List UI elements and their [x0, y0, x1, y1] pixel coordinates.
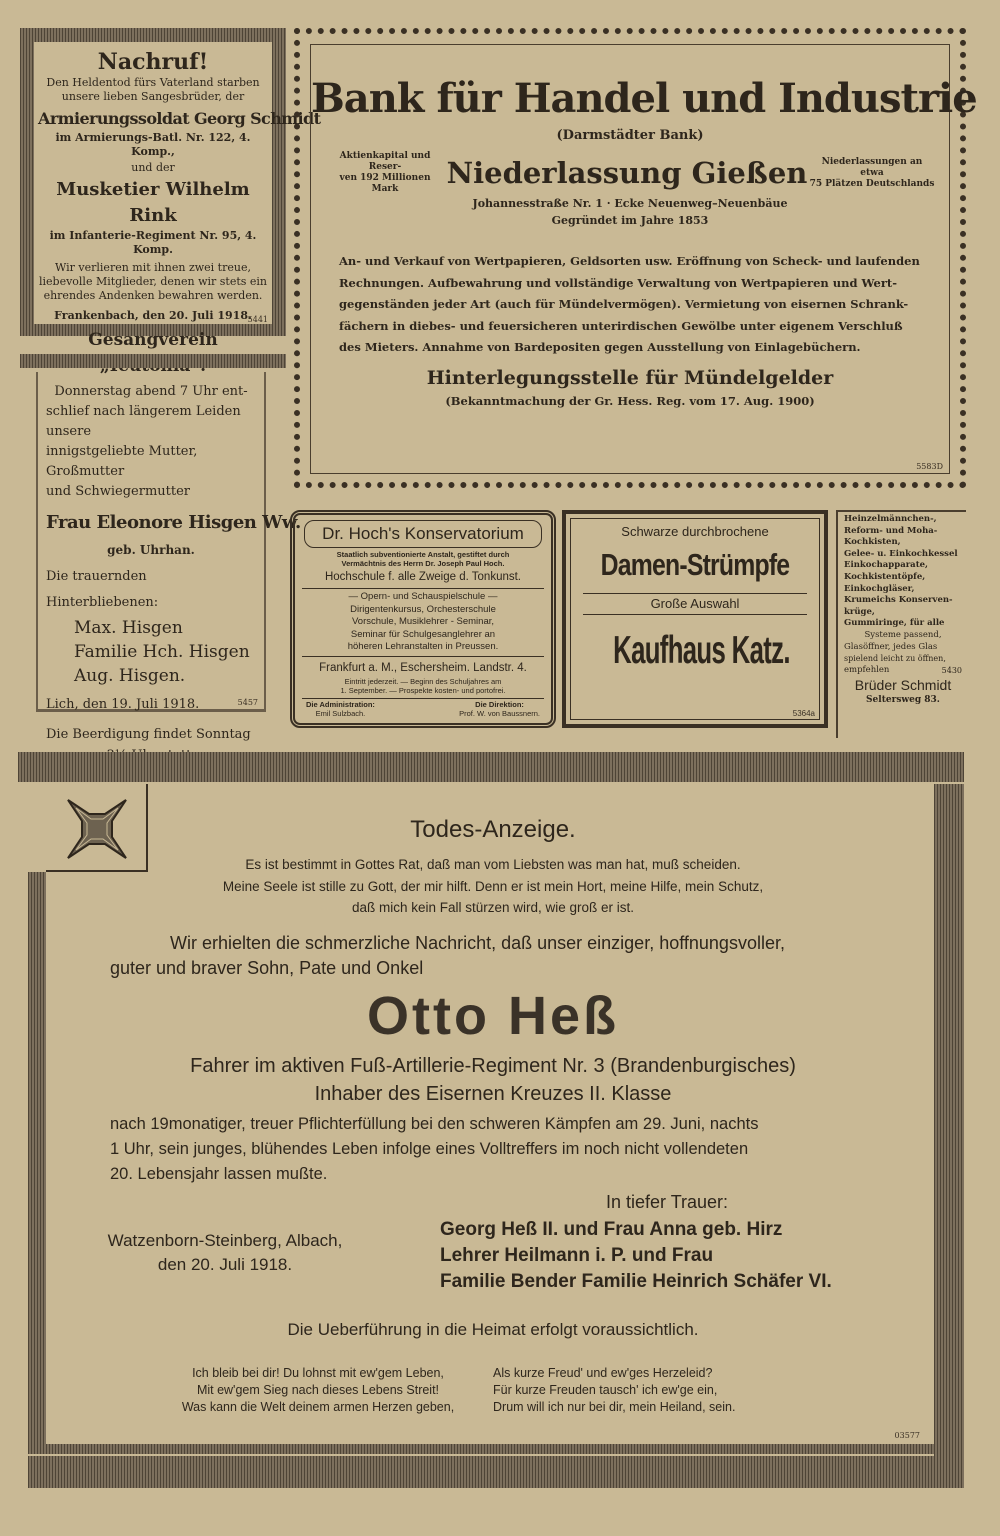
- todes-place-line: den 20. Juli 1918.: [157, 1255, 293, 1274]
- nachruf-text: liebevolle Mitglieder, denen wir stets ein: [38, 275, 268, 288]
- bank-body: [311, 251, 949, 359]
- hoch-school: Hochschule f. alle Zweige d. Tonkunst.: [324, 571, 522, 583]
- hoch-list-item: höheren Lehranstalten in Preussen.: [347, 641, 499, 652]
- hoch-sub: Staatlich subventionierte Anstalt, gestiftet durch: [336, 550, 510, 559]
- nachruf-place: Frankenbach, den 20. Juli 1918.: [54, 309, 252, 322]
- hisgen-intro: Donnerstag abend 7 Uhr ent-: [54, 384, 248, 399]
- hisgen-code: 5457: [237, 698, 258, 707]
- nachruf-text: ehrendes Andenken bewahren werden.: [43, 289, 263, 302]
- schmidt-box: [836, 510, 966, 738]
- schmidt-line: Systeme passend,: [864, 629, 942, 640]
- todes-rank: Fahrer im aktiven Fuß-Artillerie-Regiment Nr. 3 (Brandenburgisches): [190, 1055, 796, 1077]
- katz-top: Schwarze durchbrochene: [621, 524, 769, 539]
- katz-store: Kaufhaus Katz.: [613, 629, 790, 672]
- todes-bottom-bar: [28, 1444, 964, 1488]
- hoch-admin-label: Die Administration:: [306, 699, 375, 709]
- bank-branches-line: 75 Plätzen Deutschlands: [809, 178, 935, 189]
- todes-title: Todes-Anzeige.: [410, 816, 576, 843]
- hoch-address: Frankfurt a. M., Eschersheim. Landstr. 4.: [319, 661, 527, 674]
- bank-branches: [809, 157, 935, 190]
- todes-body-line: nach 19monatiger, treuer Pflichterfüllung bei den schweren Kämpfen am 29. Juni, nachts: [110, 1115, 759, 1133]
- nachruf-title: Nachruf!: [97, 49, 209, 75]
- todes-code: 03577: [894, 1431, 920, 1440]
- todes-verse: daß mich kein Fall stürzen wird, wie groß er ist.: [351, 900, 635, 915]
- hisgen-mourner: Familie Hch. Hisgen: [74, 642, 250, 662]
- todes-name: Otto Heß: [367, 986, 619, 1046]
- bank-notice: (Bekanntmachung der Gr. Hess. Reg. vom 17. Aug. 1900): [445, 393, 815, 408]
- katz-middle: Große Auswahl: [583, 593, 807, 615]
- bank-body-line: An- und Verkauf von Wertpapieren, Geldsorten usw. Eröffnung von Scheck- und laufenden: [339, 254, 920, 268]
- katz-box: [570, 518, 820, 720]
- katz-headline: Damen-Strümpfe: [600, 547, 790, 582]
- hoch-admin-name: Emil Sulzbach.: [315, 708, 366, 718]
- todes-poem-line: Für kurze Freuden tausch' ich ew'ge ein,: [493, 1383, 718, 1397]
- schmidt-line: Kochkisten,: [844, 537, 901, 548]
- hisgen-top-bar: [20, 354, 286, 368]
- todes-award: Inhaber des Eisernen Kreuzes II. Klasse: [314, 1083, 672, 1105]
- hisgen-funeral: Die Beerdigung findet Sonntag: [46, 727, 251, 742]
- hoch-admin: [306, 700, 375, 718]
- todes-intro: Wir erhielten die schmerzliche Nachricht, daß unser einziger, hoffnungsvoller,: [170, 933, 785, 953]
- todes-place: [60, 1229, 390, 1295]
- todes-family: [440, 1217, 832, 1295]
- hoch-sub: Vermächtnis des Herrn Dr. Joseph Paul Hoch.: [341, 559, 505, 568]
- hisgen-name: Frau Eleonore Hisgen Ww.: [46, 512, 301, 533]
- hoch-direction: [459, 700, 540, 718]
- bank-deposit: Hinterlegungsstelle für Mündelgelder: [426, 366, 834, 389]
- bank-body-line: fächern in diebes- und feuersicheren unterirdischen Gewölbe unter eigenem Verschluß: [339, 318, 903, 333]
- hoch-title: Dr. Hoch's Konservatorium: [304, 520, 542, 548]
- schmidt-line: Kochkistentöpfe,: [844, 571, 926, 582]
- nachruf-text: Wir verlieren mit ihnen zwei treue,: [55, 261, 251, 274]
- schmidt-line: Einkochapparate,: [844, 560, 928, 571]
- hoch-list-item: — Opern- und Schauspielschule —: [348, 591, 498, 602]
- hoch-list-item: Vorschule, Musiklehrer - Seminar,: [351, 616, 495, 627]
- nachruf-line: unsere lieben Sangesbrüder, der: [61, 90, 245, 103]
- bank-address: Johannesstraße Nr. 1 · Ecke Neuenweg–Neuenbäue: [472, 197, 788, 210]
- katz-code: 5364a: [792, 709, 815, 718]
- schmidt-line: Glasöffner, jedes Glas: [844, 641, 938, 652]
- schmidt-line: empfehlen: [844, 664, 890, 675]
- hoch-entry: 1. September. — Prospekte kosten- und portofrei.: [340, 686, 506, 695]
- hisgen-place: Lich, den 19. Juli 1918.: [46, 697, 200, 712]
- bank-body-line: des Mieters. Annahme von Bardepositen gegen Ausstellung von Einlagebüchern.: [339, 340, 861, 354]
- schmidt-line: spielend leicht zu öffnen,: [844, 654, 946, 664]
- todes-place-line: Watzenborn-Steinberg, Albach,: [107, 1231, 343, 1250]
- schmidt-street: Seltersweg 83.: [866, 694, 940, 705]
- todes-right-bar: [934, 784, 964, 1450]
- hisgen-mourner: Aug. Hisgen.: [74, 666, 186, 686]
- todes-poem-line: Drum will ich nur bei dir, mein Heiland, sein.: [493, 1400, 736, 1414]
- schmidt-line: Krumeichs Konserven-: [844, 595, 953, 606]
- hoch-list-item: Dirigentenkursus, Orchesterschule: [350, 603, 496, 615]
- schmidt-line: Reform- und Moha-: [844, 525, 938, 536]
- todes-body-line: 20. Lebensjahr lassen mußte.: [110, 1165, 328, 1183]
- nachruf-box: [34, 42, 321, 350]
- hisgen-intro: und Schwiegermutter: [46, 484, 191, 499]
- todes-verse: Es ist bestimmt in Gottes Rat, daß man vom Liebsten was man hat, muß scheiden.: [245, 857, 741, 872]
- hoch-list: [302, 588, 544, 657]
- bank-capital: [325, 151, 445, 195]
- todes-poem-right: [493, 1365, 833, 1416]
- todes-content: [60, 812, 926, 1442]
- todes-body-line: 1 Uhr, sein junges, blühendes Leben infolge eines Volltreffers im noch nicht vollendeten: [110, 1140, 749, 1158]
- nachruf-und: und der: [131, 161, 175, 174]
- nachruf-line: Den Heldentod fürs Vaterland starben: [46, 76, 260, 89]
- bank-title: Bank für Handel und Industrie: [311, 75, 977, 122]
- schmidt-line: krüge,: [844, 606, 875, 617]
- todes-family-line: Lehrer Heilmann i. P. und Frau: [440, 1245, 714, 1266]
- schmidt-line: Gummiringe, für alle: [844, 618, 945, 629]
- nachruf-unit1: im Armierungs-Batl. Nr. 122, 4. Komp.,: [55, 131, 251, 158]
- bank-body-line: gegenständen jeder Art (auch für Mündelvermögen). Vermietung von eisernen Schrank-: [339, 297, 909, 311]
- nachruf-signature: Gesangverein: [88, 330, 218, 350]
- hisgen-mourners-label: Die trauernden Hinterbliebenen:: [46, 569, 159, 610]
- hisgen-mourner: Max. Hisgen: [74, 618, 183, 638]
- bank-branch: Niederlassung Gießen: [446, 156, 808, 190]
- nachruf-name2: Musketier Wilhelm Rink: [56, 179, 250, 226]
- todes-poem-line: Ich bleib bei dir! Du lohnst mit ew'gem Leben,: [192, 1366, 444, 1380]
- todes-transfer: Die Ueberführung in die Heimat erfolgt voraussichtlich.: [287, 1320, 699, 1339]
- todes-left-bar: [28, 872, 46, 1446]
- bank-capital-line: ven 192 Millionen Mark: [339, 173, 431, 194]
- todes-family-line: Georg Heß II. und Frau Anna geb. Hirz: [440, 1219, 783, 1240]
- hisgen-intro: schlief nach längerem Leiden unsere: [46, 404, 241, 439]
- todes-poem-line: Als kurze Freud' und ew'ges Herzeleid?: [493, 1366, 713, 1380]
- todes-verse: Meine Seele ist stille zu Gott, der mir hilft. Denn er ist mein Hort, meine Hilfe, mein Schutz,: [222, 879, 764, 894]
- bank-capital-line: Aktienkapital und Reser-: [339, 151, 431, 172]
- bank-subtitle: (Darmstädter Bank): [556, 128, 704, 143]
- bank-founded: Gegründet im Jahre 1853: [551, 214, 709, 227]
- todes-family-line: Familie Bender Familie Heinrich Schäfer VI.: [440, 1271, 832, 1292]
- todes-poem-left: [153, 1365, 483, 1416]
- bank-body-line: Rechnungen. Aufbewahrung und vollständige Verwaltung von Wertpapieren und Wert-: [339, 275, 897, 290]
- bank-inner: [310, 44, 977, 474]
- hisgen-born: geb. Uhrhan.: [107, 543, 195, 557]
- nachruf-unit2: im Infanterie-Regiment Nr. 95, 4. Komp.: [49, 229, 257, 256]
- nachruf-name1: Armierungssoldat Georg Schmidt: [38, 109, 321, 128]
- todes-intro: guter und braver Sohn, Pate und Onkel: [110, 958, 424, 978]
- bank-branches-line: Niederlassungen an etwa: [821, 156, 923, 178]
- todes-poem-line: Mit ew'gem Sieg nach dieses Lebens Streit!: [196, 1383, 440, 1397]
- schmidt-name: Brüder Schmidt: [854, 676, 952, 693]
- schmidt-code: 5430: [941, 665, 962, 675]
- todes-poem-line: Was kann die Welt deinem armen Herzen geben,: [181, 1400, 455, 1414]
- hoch-box: [300, 516, 546, 722]
- todes-mourning: In tiefer Trauer:: [606, 1192, 729, 1212]
- schmidt-line: Einkochgläser,: [844, 583, 915, 594]
- todes-body: [60, 1112, 926, 1187]
- hoch-dir-name: Prof. W. von Baussnern.: [459, 708, 540, 718]
- hoch-list-item: Seminar für Schulgesanglehrer an: [350, 628, 496, 640]
- hoch-entry: Eintritt jederzeit. — Beginn des Schuljahres am: [344, 676, 502, 686]
- hisgen-box: [36, 372, 301, 742]
- todes-top-bar: [18, 752, 964, 782]
- todes-bottom-rule: [28, 1454, 934, 1456]
- hisgen-intro: innigstgeliebte Mutter, Großmutter: [46, 444, 198, 479]
- schmidt-line: Gelee- u. Einkochkessel: [844, 548, 958, 559]
- hoch-dir-label: Die Direktion:: [475, 699, 524, 709]
- bank-code: 5583D: [916, 462, 943, 471]
- schmidt-line: Heinzelmännchen-,: [844, 514, 937, 524]
- nachruf-code: 5441: [247, 315, 268, 324]
